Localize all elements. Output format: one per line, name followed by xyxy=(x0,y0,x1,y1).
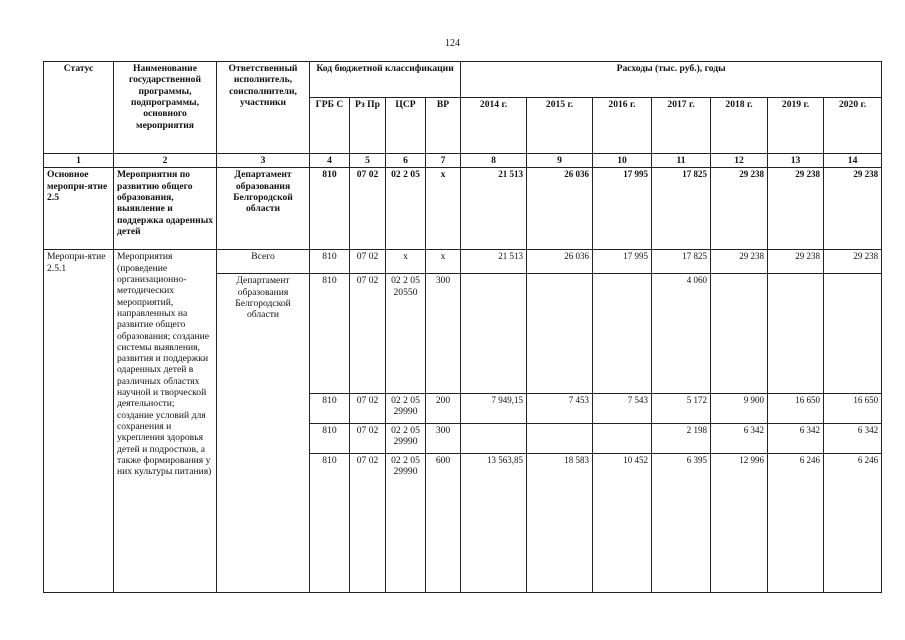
main-event-grbs: 810 xyxy=(310,168,350,250)
main-event-csr: 02 2 05 xyxy=(386,168,426,250)
page-number: 124 xyxy=(445,38,460,49)
event-value: 7 543 xyxy=(593,393,652,423)
event-value: 6 246 xyxy=(824,453,882,592)
event-value xyxy=(593,423,652,453)
event-value: 6 342 xyxy=(711,423,768,453)
main-event-status: Основное меропри-ятие 2.5 xyxy=(44,168,114,250)
event-value: 6 246 xyxy=(768,453,824,592)
header-vr: ВР xyxy=(426,98,461,154)
event-value xyxy=(527,274,593,394)
column-number: 6 xyxy=(386,154,426,168)
event-csr: 02 2 05 29990 xyxy=(386,423,426,453)
event-value: 7 949,15 xyxy=(461,393,527,423)
event-vr: 300 xyxy=(426,423,461,453)
header-year-2014: 2014 г. xyxy=(461,98,527,154)
budget-table xyxy=(43,61,882,593)
header-year-2015: 2015 г. xyxy=(527,98,593,154)
event-value xyxy=(768,274,824,394)
event-value: 6 342 xyxy=(824,423,882,453)
main-event-name: Мероприятия по развитию общего образования, выявление и поддержка одаренных детей xyxy=(114,168,217,250)
main-event-value-2017: 17 825 xyxy=(652,168,711,250)
event-value: 17 825 xyxy=(652,250,711,274)
event-value: 9 900 xyxy=(711,393,768,423)
header-csr: ЦСР xyxy=(386,98,426,154)
event-csr: 02 2 05 20550 xyxy=(386,274,426,394)
header-year-2016: 2016 г. xyxy=(593,98,652,154)
event-value: 4 060 xyxy=(652,274,711,394)
column-number: 8 xyxy=(461,154,527,168)
main-event-value-2014: 21 513 xyxy=(461,168,527,250)
column-number: 1 xyxy=(44,154,114,168)
header-year-2017: 2017 г. xyxy=(652,98,711,154)
main-event-row xyxy=(44,168,882,250)
event-value: 26 036 xyxy=(527,250,593,274)
event-value: 16 650 xyxy=(824,393,882,423)
column-number-row xyxy=(44,154,882,168)
event-value xyxy=(461,274,527,394)
event-responsible-dept: Департамент образования Белгородской области xyxy=(217,274,310,593)
column-number: 3 xyxy=(217,154,310,168)
event-csr: 02 2 05 29990 xyxy=(386,453,426,592)
main-event-value-2019: 29 238 xyxy=(768,168,824,250)
event-value: 6 342 xyxy=(768,423,824,453)
header-year-2018: 2018 г. xyxy=(711,98,768,154)
main-event-vr: x xyxy=(426,168,461,250)
header-rzpr: Рз Пр xyxy=(350,98,386,154)
event-value: 5 172 xyxy=(652,393,711,423)
event-grbs: 810 xyxy=(310,423,350,453)
event-value: 6 395 xyxy=(652,453,711,592)
event-value: 29 238 xyxy=(824,250,882,274)
column-number: 7 xyxy=(426,154,461,168)
event-responsible-total: Всего xyxy=(217,250,310,274)
main-event-value-2016: 17 995 xyxy=(593,168,652,250)
event-value xyxy=(824,274,882,394)
main-event-value-2015: 26 036 xyxy=(527,168,593,250)
event-value: 29 238 xyxy=(711,250,768,274)
event-value: 21 513 xyxy=(461,250,527,274)
event-value: 12 996 xyxy=(711,453,768,592)
event-rzpr: 07 02 xyxy=(350,423,386,453)
column-number: 4 xyxy=(310,154,350,168)
event-csr: x xyxy=(386,250,426,274)
event-grbs: 810 xyxy=(310,453,350,592)
event-value: 29 238 xyxy=(768,250,824,274)
event-value: 16 650 xyxy=(768,393,824,423)
event-value xyxy=(593,274,652,394)
event-value: 13 563,85 xyxy=(461,453,527,592)
main-event-value-2020: 29 238 xyxy=(824,168,882,250)
header-responsible: Ответственный исполнитель, соисполнители, участники xyxy=(217,62,310,154)
column-number: 14 xyxy=(824,154,882,168)
main-event-responsible: Департамент образования Белгородской области xyxy=(217,168,310,250)
column-number: 5 xyxy=(350,154,386,168)
event-status: Меропри-ятие 2.5.1 xyxy=(44,250,114,593)
column-number: 10 xyxy=(593,154,652,168)
event-rzpr: 07 02 xyxy=(350,393,386,423)
event-vr: 300 xyxy=(426,274,461,394)
column-number: 11 xyxy=(652,154,711,168)
event-rzpr: 07 02 xyxy=(350,453,386,592)
event-vr: x xyxy=(426,250,461,274)
header-expenses: Расходы (тыс. руб.), годы xyxy=(461,62,882,98)
column-number: 9 xyxy=(527,154,593,168)
event-row-total xyxy=(44,250,882,274)
header-year-2020: 2020 г. xyxy=(824,98,882,154)
event-name: Мероприятия (проведение организационно-методических мероприятий, направленных на развитие общего образования; создание системы выявления, развития и поддержки одаренных детей в различных областях научной и творческой деятельности; создание условий для сохранения и укрепления здоровья детей и подростков, а также формирования у них культуры питания) xyxy=(114,250,217,593)
event-grbs: 810 xyxy=(310,393,350,423)
header-name: Наименование государственной программы, подпрограммы, основного мероприятия xyxy=(114,62,217,154)
event-value xyxy=(527,423,593,453)
column-number: 12 xyxy=(711,154,768,168)
column-number: 2 xyxy=(114,154,217,168)
event-vr: 200 xyxy=(426,393,461,423)
main-event-value-2018: 29 238 xyxy=(711,168,768,250)
header-budget-code: Код бюджетной классификации xyxy=(310,62,461,98)
event-rzpr: 07 02 xyxy=(350,274,386,394)
header-year-2019: 2019 г. xyxy=(768,98,824,154)
event-value: 2 198 xyxy=(652,423,711,453)
header-status: Статус xyxy=(44,62,114,154)
event-vr: 600 xyxy=(426,453,461,592)
event-value xyxy=(461,423,527,453)
event-grbs: 810 xyxy=(310,274,350,394)
main-event-rzpr: 07 02 xyxy=(350,168,386,250)
header-grbs: ГРБ С xyxy=(310,98,350,154)
event-rzpr: 07 02 xyxy=(350,250,386,274)
event-value xyxy=(711,274,768,394)
event-value: 7 453 xyxy=(527,393,593,423)
event-csr: 02 2 05 29990 xyxy=(386,393,426,423)
event-value: 17 995 xyxy=(593,250,652,274)
event-value: 18 583 xyxy=(527,453,593,592)
event-value: 10 452 xyxy=(593,453,652,592)
column-number: 13 xyxy=(768,154,824,168)
event-grbs: 810 xyxy=(310,250,350,274)
